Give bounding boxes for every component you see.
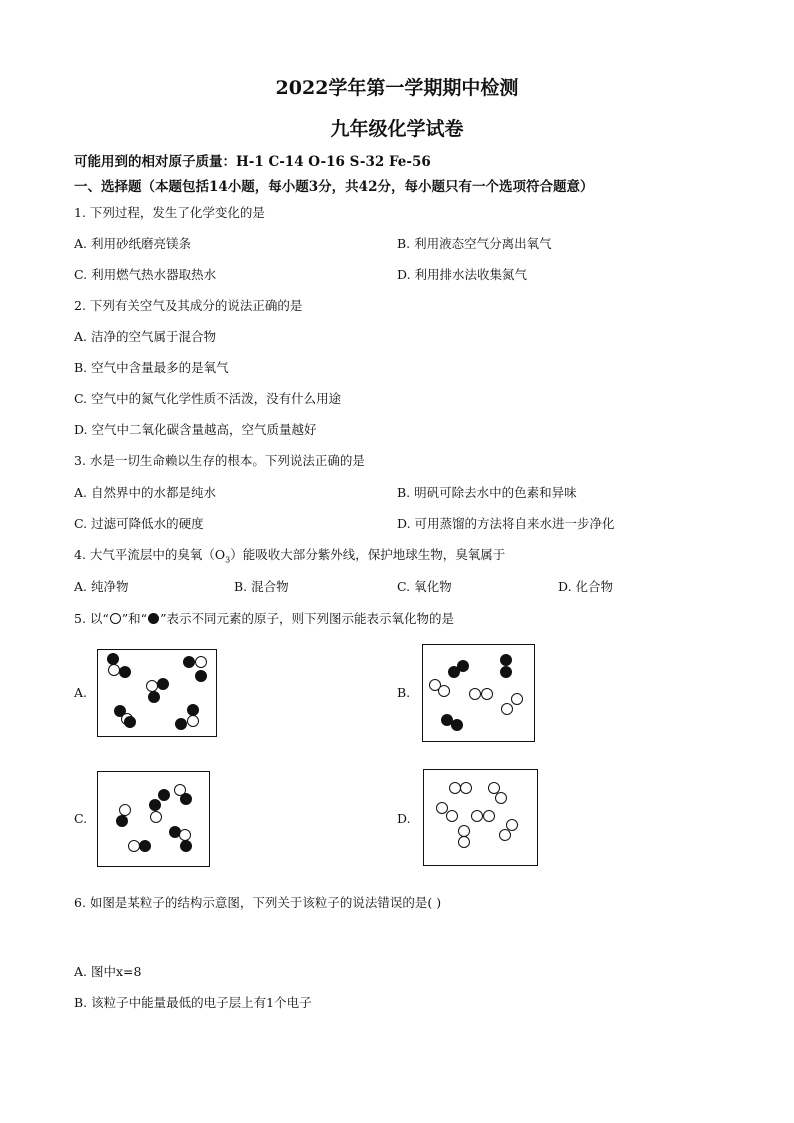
question-1-option-d: D. 利用排水法收集氮气 <box>397 267 528 282</box>
black-atom <box>157 678 169 690</box>
white-atom <box>495 792 507 804</box>
black-atom <box>148 691 160 703</box>
white-atom <box>481 688 493 700</box>
white-atom <box>458 836 470 848</box>
question-4-option-a: A. 纯净物 <box>74 579 129 594</box>
question-5-option-c-label: C. <box>74 811 88 826</box>
black-atom <box>500 654 512 666</box>
black-atom-icon <box>148 613 159 624</box>
black-atom <box>183 656 195 668</box>
white-atom <box>438 685 450 697</box>
question-5-option-b-label: B. <box>397 685 411 700</box>
question-3-option-d: D. 可用蒸馏的方法将自来水进一步净化 <box>397 516 615 531</box>
white-atom <box>446 810 458 822</box>
white-atom <box>501 703 513 715</box>
black-atom <box>457 660 469 672</box>
white-atom <box>195 656 207 668</box>
question-4-option-c: C. 氧化物 <box>397 579 452 594</box>
question-5-stem-part-2: ”和“ <box>121 611 148 626</box>
black-atom <box>149 799 161 811</box>
question-5-stem-part-1: 5. 以“ <box>74 611 109 626</box>
question-6-option-b: B. 该粒子中能量最低的电子层上有1个电子 <box>74 995 312 1010</box>
question-1-stem: 1. 下列过程，发生了化学变化的是 <box>74 205 265 220</box>
black-atom <box>139 840 151 852</box>
question-4-stem-post: ）能吸收大部分紫外线，保护地球生物，臭氧属于 <box>230 547 506 562</box>
question-1-option-c: C. 利用燃气热水器取热水 <box>74 267 217 282</box>
option-d-diagram <box>423 769 538 866</box>
white-atom <box>187 715 199 727</box>
black-atom <box>195 670 207 682</box>
black-atom <box>180 793 192 805</box>
option-c-diagram <box>97 771 210 867</box>
ozone-subscript: 3 <box>225 555 231 565</box>
question-2-option-a: A. 洁净的空气属于混合物 <box>74 329 216 344</box>
white-atom <box>483 810 495 822</box>
question-4-stem <box>74 545 505 565</box>
question-3-option-c: C. 过滤可降低水的硬度 <box>74 516 204 531</box>
question-2-stem: 2. 下列有关空气及其成分的说法正确的是 <box>74 298 303 313</box>
question-6-stem: 6. 如图是某粒子的结构示意图，下列关于该粒子的说法错误的是( ) <box>74 895 442 910</box>
question-6-option-a: A. 图中x=8 <box>74 964 142 979</box>
black-atom <box>116 815 128 827</box>
question-2-option-b: B. 空气中含量最多的是氧气 <box>74 360 229 375</box>
white-atom-icon <box>110 613 121 624</box>
question-5-stem-part-3: ”表示不同元素的原子，则下列图示能表示氧化物的是 <box>160 611 454 626</box>
black-atom <box>175 718 187 730</box>
white-atom <box>511 693 523 705</box>
option-b-diagram <box>422 644 535 742</box>
question-4-option-d: D. 化合物 <box>558 579 614 594</box>
black-atom <box>119 666 131 678</box>
white-atom <box>471 810 483 822</box>
white-atom <box>469 688 481 700</box>
question-1-option-a: A. 利用砂纸磨亮镁条 <box>74 236 191 251</box>
question-2-option-c: C. 空气中的氮气化学性质不活泼，没有什么用途 <box>74 391 342 406</box>
black-atom <box>500 666 512 678</box>
question-5-option-d-label: D. <box>397 811 411 826</box>
black-atom <box>158 789 170 801</box>
option-a-diagram <box>97 649 217 737</box>
white-atom <box>460 782 472 794</box>
question-3-option-a: A. 自然界中的水都是纯水 <box>74 485 216 500</box>
page-subtitle: 九年级化学试卷 <box>330 118 464 140</box>
black-atom <box>124 716 136 728</box>
question-4-option-b: B. 混合物 <box>234 579 289 594</box>
question-3-stem: 3. 水是一切生命赖以生存的根本。下列说法正确的是 <box>74 453 365 468</box>
question-3-option-b: B. 明矾可除去水中的色素和异味 <box>397 485 577 500</box>
question-1-option-b: B. 利用液态空气分离出氧气 <box>397 236 552 251</box>
black-atom <box>451 719 463 731</box>
atomic-masses: 可能用到的相对原子质量：H-1 C-14 O-16 S-32 Fe-56 <box>74 154 431 170</box>
question-5-stem <box>74 609 454 627</box>
white-atom <box>499 829 511 841</box>
page-title: 2022学年第一学期期中检测 <box>275 77 519 99</box>
white-atom <box>150 811 162 823</box>
question-2-option-d: D. 空气中二氧化碳含量越高，空气质量越好 <box>74 422 317 437</box>
section-heading: 一、选择题（本题包括14小题，每小题3分，共42分，每小题只有一个选项符合题意） <box>74 179 594 195</box>
question-5-option-a-label: A. <box>74 685 88 700</box>
question-4-stem-pre: 4. 大气平流层中的臭氧（O <box>74 547 226 562</box>
black-atom <box>180 840 192 852</box>
